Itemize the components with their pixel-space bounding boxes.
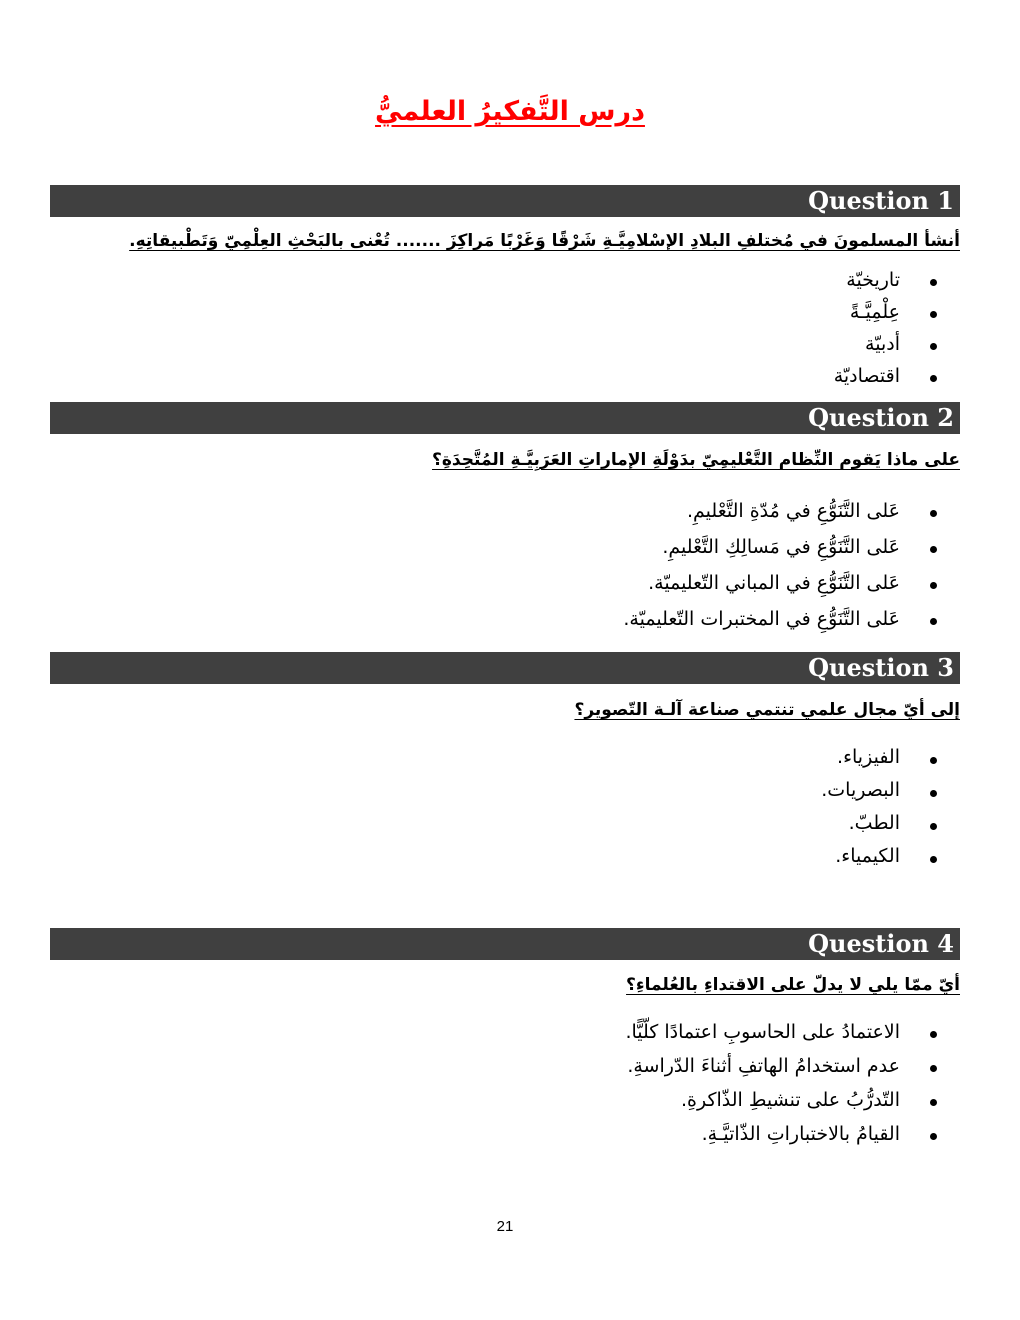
question-1-header: Question 1: [50, 185, 960, 217]
bullet-icon: [930, 790, 937, 797]
question-4-option-3[interactable]: التّدرُّبُ على تنشيطِ الذّاكرةِ.: [625, 1083, 960, 1117]
bullet-icon: [930, 618, 937, 625]
question-2-option-3[interactable]: عَلى التَّنَوُّعِ في المباني التّعليميّة.: [623, 565, 960, 601]
question-2-options: [623, 493, 960, 637]
question-3-option-3[interactable]: الطبّ.: [821, 807, 960, 840]
question-3-text: إلى أيّ مجال علمي تنتمي صناعة آلـة التّصوير؟: [574, 700, 960, 720]
question-4-header: Question 4: [50, 928, 960, 960]
question-3-option-1[interactable]: الفيزياء.: [821, 741, 960, 774]
page-title: درس التَّفكيرُ العلميُّ: [375, 96, 645, 127]
bullet-icon: [930, 582, 937, 589]
question-3-options: [821, 741, 960, 873]
page-number: 21: [496, 1218, 514, 1235]
bullet-icon: [930, 1099, 937, 1106]
bullet-icon: [930, 823, 937, 830]
bullet-icon: [930, 311, 937, 318]
question-4-options: [625, 1015, 960, 1151]
bullet-icon: [930, 546, 937, 553]
question-4-option-1[interactable]: الاعتمادُ على الحاسوبِ اعتمادًا كلّيًّا.: [625, 1015, 960, 1049]
bullet-icon: [930, 856, 937, 863]
question-3-option-4[interactable]: الكيمياء.: [821, 840, 960, 873]
question-1-option-3[interactable]: أدبيّة: [834, 328, 960, 360]
question-4-text: أيّ ممّا يلي لا يدلّ على الاقتداءِ بالعُلماءِ؟: [626, 975, 960, 995]
question-2-header: Question 2: [50, 402, 960, 434]
question-3-header: Question 3: [50, 652, 960, 684]
bullet-icon: [930, 375, 937, 382]
question-2-option-4[interactable]: عَلى التَّنَوُّعِ في المختبرات التّعليميّة.: [623, 601, 960, 637]
bullet-icon: [930, 279, 937, 286]
bullet-icon: [930, 757, 937, 764]
bullet-icon: [930, 1065, 937, 1072]
bullet-icon: [930, 1133, 937, 1140]
question-2-option-1[interactable]: عَلى التَّنَوُّعِ في مُدّةِ التَّعْليمِ.: [623, 493, 960, 529]
question-1-option-2[interactable]: عِلْمِيَّـةً: [834, 296, 960, 328]
question-1-options: [834, 264, 960, 392]
question-4-option-4[interactable]: القيامُ بالاختباراتِ الذّاتيَّـةِ.: [625, 1117, 960, 1151]
question-1-text: أنشأ المسلمونَ في مُختلفِ البلادِ الإسْلامِيَّـةِ شَرْقًا وَغَرْبًا مَراكِزَ ....... تُعْنى بالبَحْثِ العِلْمِيّ وَتَطْبيقاتِهِ.: [129, 231, 960, 251]
question-1-option-1[interactable]: تاريخيّة: [834, 264, 960, 296]
question-2-text: على ماذا يَقوم النِّظام التَّعْليمِيّ بدَوْلَةِ الإماراتِ العَرَبِيَّـةِ المُتَّحِدَةِ؟: [432, 450, 960, 470]
question-3-option-2[interactable]: البصريات.: [821, 774, 960, 807]
bullet-icon: [930, 510, 937, 517]
bullet-icon: [930, 343, 937, 350]
question-4-option-2[interactable]: عدم استخدامُ الهاتفِ أثناءَ الدّراسةِ.: [625, 1049, 960, 1083]
question-2-option-2[interactable]: عَلى التَّنَوُّعِ في مَسالِكِ التَّعْليمِ.: [623, 529, 960, 565]
question-1-option-4[interactable]: اقتصاديّة: [834, 360, 960, 392]
bullet-icon: [930, 1031, 937, 1038]
